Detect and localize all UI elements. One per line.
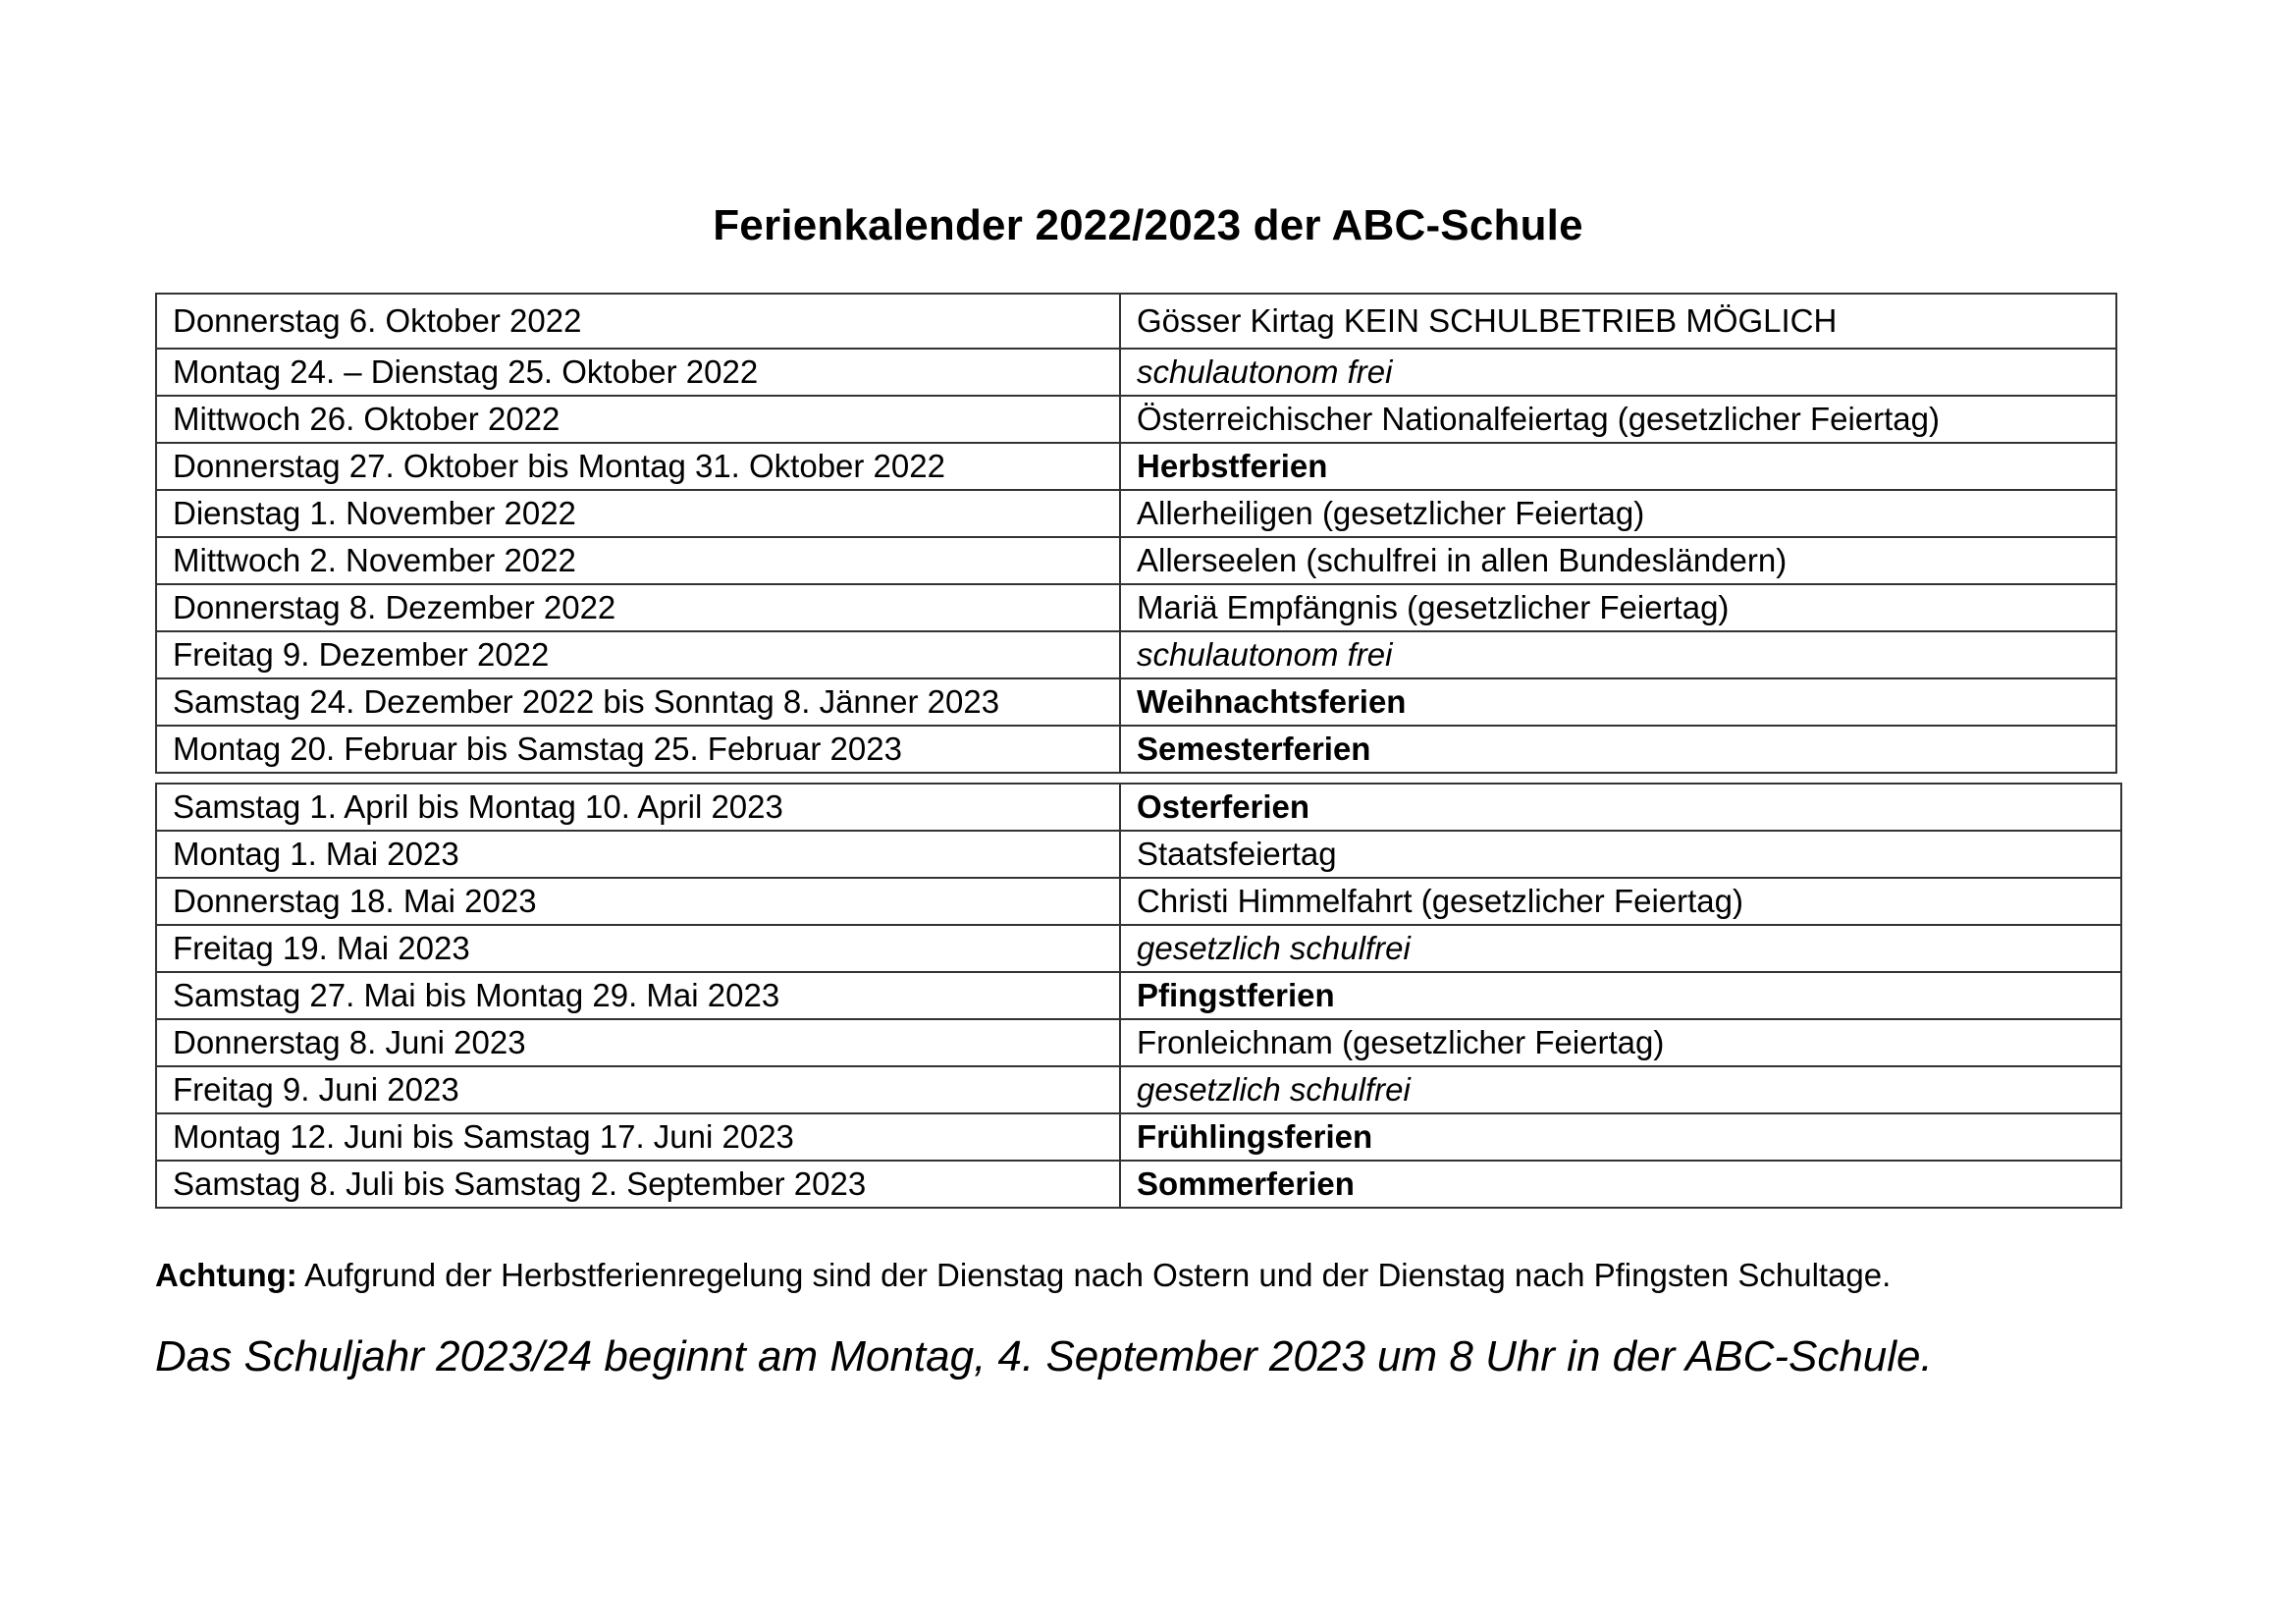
table-row [156,726,2116,773]
table-row [156,537,2116,584]
description-cell: Sommerferien [1120,1161,2121,1208]
table-row [156,490,2116,537]
holiday-table-part1 [155,293,2117,774]
date-cell: Montag 12. Juni bis Samstag 17. Juni 2023 [156,1113,1120,1161]
description-cell: Österreichischer Nationalfeiertag (gesetzlicher Feiertag) [1120,396,2116,443]
table-row [156,1161,2121,1208]
date-cell: Mittwoch 2. November 2022 [156,537,1120,584]
description-cell: Frühlingsferien [1120,1113,2121,1161]
description-cell: Weihnachtsferien [1120,678,2116,726]
table-row [156,1019,2121,1066]
description-cell: Allerseelen (schulfrei in allen Bundesländern) [1120,537,2116,584]
description-cell: Staatsfeiertag [1120,831,2121,878]
date-cell: Donnerstag 6. Oktober 2022 [156,294,1120,349]
table-row [156,784,2121,831]
date-cell: Donnerstag 8. Juni 2023 [156,1019,1120,1066]
date-cell: Samstag 1. April bis Montag 10. April 2023 [156,784,1120,831]
date-cell: Samstag 8. Juli bis Samstag 2. September 2023 [156,1161,1120,1208]
table-row [156,678,2116,726]
description-cell: Herbstferien [1120,443,2116,490]
description-cell: Gösser Kirtag KEIN SCHULBETRIEB MÖGLICH [1120,294,2116,349]
date-cell: Montag 1. Mai 2023 [156,831,1120,878]
description-cell: gesetzlich schulfrei [1120,925,2121,972]
description-cell: Osterferien [1120,784,2121,831]
table-row [156,1113,2121,1161]
description-cell: schulautonom frei [1120,631,2116,678]
date-cell: Samstag 27. Mai bis Montag 29. Mai 2023 [156,972,1120,1019]
date-cell: Freitag 19. Mai 2023 [156,925,1120,972]
table-row [156,631,2116,678]
description-cell: Pfingstferien [1120,972,2121,1019]
description-cell: Semesterferien [1120,726,2116,773]
table-row [156,294,2116,349]
document-title: Ferienkalender 2022/2023 der ABC-Schule [713,201,1583,249]
description-cell: Mariä Empfängnis (gesetzlicher Feiertag) [1120,584,2116,631]
date-cell: Dienstag 1. November 2022 [156,490,1120,537]
date-cell: Freitag 9. Dezember 2022 [156,631,1120,678]
description-cell: schulautonom frei [1120,349,2116,396]
date-cell: Freitag 9. Juni 2023 [156,1066,1120,1113]
description-cell: gesetzlich schulfrei [1120,1066,2121,1113]
table-row [156,972,2121,1019]
date-cell: Samstag 24. Dezember 2022 bis Sonntag 8. Jänner 2023 [156,678,1120,726]
date-cell: Montag 24. – Dienstag 25. Oktober 2022 [156,349,1120,396]
date-cell: Donnerstag 8. Dezember 2022 [156,584,1120,631]
table-row [156,443,2116,490]
attention-note [155,1253,1891,1298]
school-year-start-note: Das Schuljahr 2023/24 beginnt am Montag, 4. September 2023 um 8 Uhr in der ABC-Schule. [155,1332,1933,1380]
description-cell: Allerheiligen (gesetzlicher Feiertag) [1120,490,2116,537]
attention-label: Achtung: [155,1257,297,1293]
table-row [156,349,2116,396]
description-cell: Christi Himmelfahrt (gesetzlicher Feiertag) [1120,878,2121,925]
date-cell: Donnerstag 27. Oktober bis Montag 31. Oktober 2022 [156,443,1120,490]
table-row [156,831,2121,878]
date-cell: Montag 20. Februar bis Samstag 25. Februar 2023 [156,726,1120,773]
table-row [156,396,2116,443]
table-row [156,925,2121,972]
table-row [156,1066,2121,1113]
table-row [156,878,2121,925]
date-cell: Mittwoch 26. Oktober 2022 [156,396,1120,443]
table-row [156,584,2116,631]
holiday-table-part2 [155,783,2122,1209]
date-cell: Donnerstag 18. Mai 2023 [156,878,1120,925]
description-cell: Fronleichnam (gesetzlicher Feiertag) [1120,1019,2121,1066]
attention-text: Aufgrund der Herbstferienregelung sind der Dienstag nach Ostern und der Dienstag nach Pfingsten Schultage. [296,1257,1892,1293]
